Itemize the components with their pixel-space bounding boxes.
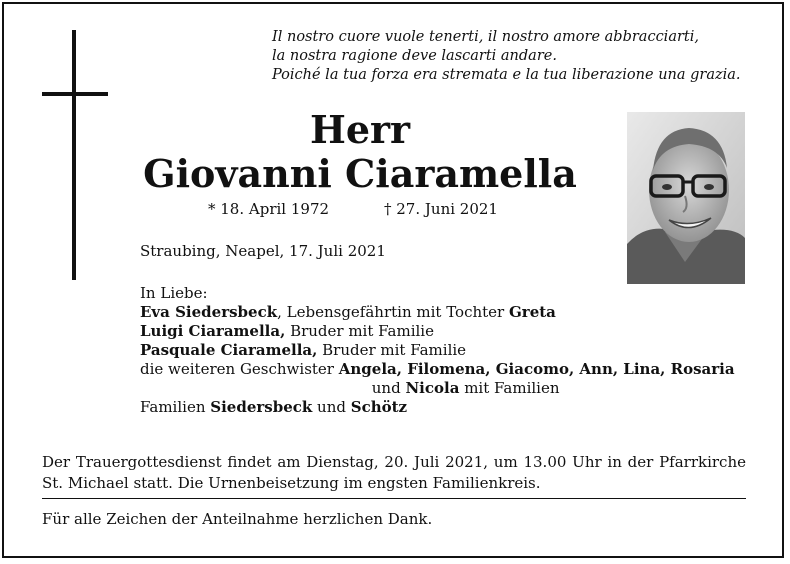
mourner-text: Bruder mit Familie xyxy=(285,322,434,340)
salutation: Herr xyxy=(309,107,411,152)
mourner-row xyxy=(140,398,735,417)
poem-line: la nostra ragione deve lascarti andare. xyxy=(272,48,557,64)
mourner-text: und xyxy=(312,398,351,416)
deceased-name: Giovanni Ciaramella xyxy=(143,151,577,196)
mourner-row xyxy=(140,303,735,322)
mourner-text: die weiteren Geschwister xyxy=(140,360,339,378)
mourners-list xyxy=(140,284,735,417)
service-notice: Der Trauergottesdienst findet am Dienstag, 20. Juli 2021, um 13.00 Uhr in der Pfarrkirche St. Michael statt. Die Urnenbeisetzung im engsten Familienkreis. xyxy=(42,453,746,492)
thanks-line: Für alle Zeichen der Anteilnahme herzlichen Dank. xyxy=(42,510,433,528)
portrait-illustration xyxy=(627,112,745,284)
place-date: Straubing, Neapel, 17. Juli 2021 xyxy=(140,242,386,260)
divider xyxy=(42,498,746,499)
mourner-name: Angela, Filomena, Giacomo, Ann, Lina, Rosaria xyxy=(338,360,735,378)
poem-line: Poiché la tua forza era stremata e la tua liberazione una grazia. xyxy=(272,67,741,83)
mourner-row xyxy=(140,341,735,360)
mourner-name: Pasquale Ciaramella, xyxy=(140,341,318,359)
mourner-name: Eva Siedersbeck xyxy=(140,303,278,321)
portrait-photo xyxy=(627,112,745,284)
mourner-text: Familien xyxy=(140,398,211,416)
mourner-name: Nicola xyxy=(405,379,460,397)
mourner-name: Siedersbeck xyxy=(210,398,313,416)
mourner-name: Schötz xyxy=(350,398,408,416)
poem xyxy=(272,28,752,85)
mourner-text: und xyxy=(371,379,406,397)
death-date: † 27. Juni 2021 xyxy=(384,200,498,218)
siblings-list xyxy=(339,360,735,398)
mourner-text: Bruder mit Familie xyxy=(317,341,467,359)
poem-line: Il nostro cuore vuole tenerti, il nostro amore abbracciarti, xyxy=(272,29,699,45)
mourner-text: mit Familien xyxy=(459,379,560,397)
mourner-name: Luigi Ciaramella, xyxy=(140,322,286,340)
birth-date: * 18. April 1972 xyxy=(208,200,330,218)
mourner-row-siblings xyxy=(140,360,735,398)
mourner-text: , Lebensgefährtin mit Tochter xyxy=(277,303,509,321)
mourner-row xyxy=(140,322,735,341)
mourners-intro: In Liebe: xyxy=(140,284,208,302)
mourner-name: Greta xyxy=(508,303,556,321)
